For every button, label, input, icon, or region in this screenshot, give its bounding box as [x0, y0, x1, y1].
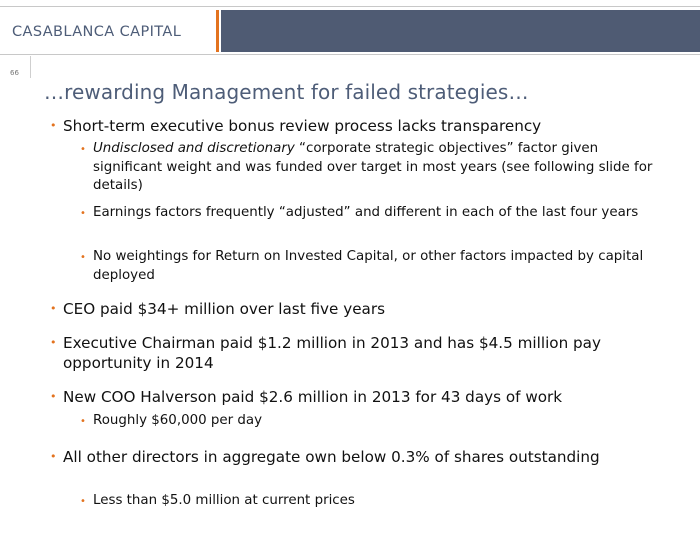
- sub-bullet-1-2: Earnings factors frequently “adjusted” and different in each of the last four years: [93, 205, 639, 220]
- header-accent-bar: [216, 10, 219, 52]
- bullet-icon: •: [50, 390, 57, 403]
- sub-bullet-icon: •: [80, 208, 86, 219]
- bullet-icon: •: [50, 450, 57, 463]
- bullet-item-1: Short-term executive bonus review process lacks transparency: [63, 117, 542, 135]
- bullet-item-2: CEO paid $34+ million over last five years: [63, 300, 386, 318]
- sub-bullet-4-1: Roughly $60,000 per day: [93, 413, 263, 428]
- sub-bullet-icon: •: [80, 496, 86, 507]
- header-bottom-rule: [0, 54, 700, 55]
- sub-bullet-1-1-italic: Undisclosed and discretionary: [93, 141, 295, 156]
- header-top-rule: [0, 6, 700, 7]
- bullet-icon: •: [50, 119, 57, 132]
- sub-bullet-5-1: Less than $5.0 million at current prices: [93, 493, 355, 508]
- sub-bullet-1-1-rest: “corporate strategic objectives” factor given significant weight and was funded over target in most years (see following slide for details): [93, 141, 653, 193]
- bullet-icon: •: [50, 336, 57, 349]
- page-number-divider: [30, 56, 31, 78]
- page-number: 66: [10, 69, 19, 77]
- sub-bullet-icon: •: [80, 252, 86, 263]
- sub-bullet-icon: •: [80, 144, 86, 155]
- bullet-item-5: All other directors in aggregate own below 0.3% of shares outstanding: [63, 448, 600, 466]
- slide-title: …rewarding Management for failed strategies…: [44, 80, 529, 104]
- bullet-item-4: New COO Halverson paid $2.6 million in 2013 for 43 days of work: [63, 388, 563, 406]
- bullet-icon: •: [50, 302, 57, 315]
- brand-logo-text: CASABLANCA CAPITAL: [12, 24, 182, 40]
- sub-bullet-icon: •: [80, 416, 86, 427]
- sub-bullet-1-1: [93, 140, 653, 196]
- bullet-item-3: Executive Chairman paid $1.2 million in 2013 and has $4.5 million pay opportunity in 2014: [63, 334, 601, 372]
- sub-bullet-1-3: No weightings for Return on Invested Capital, or other factors impacted by capital deployed: [93, 249, 644, 283]
- header-color-block: [221, 10, 700, 52]
